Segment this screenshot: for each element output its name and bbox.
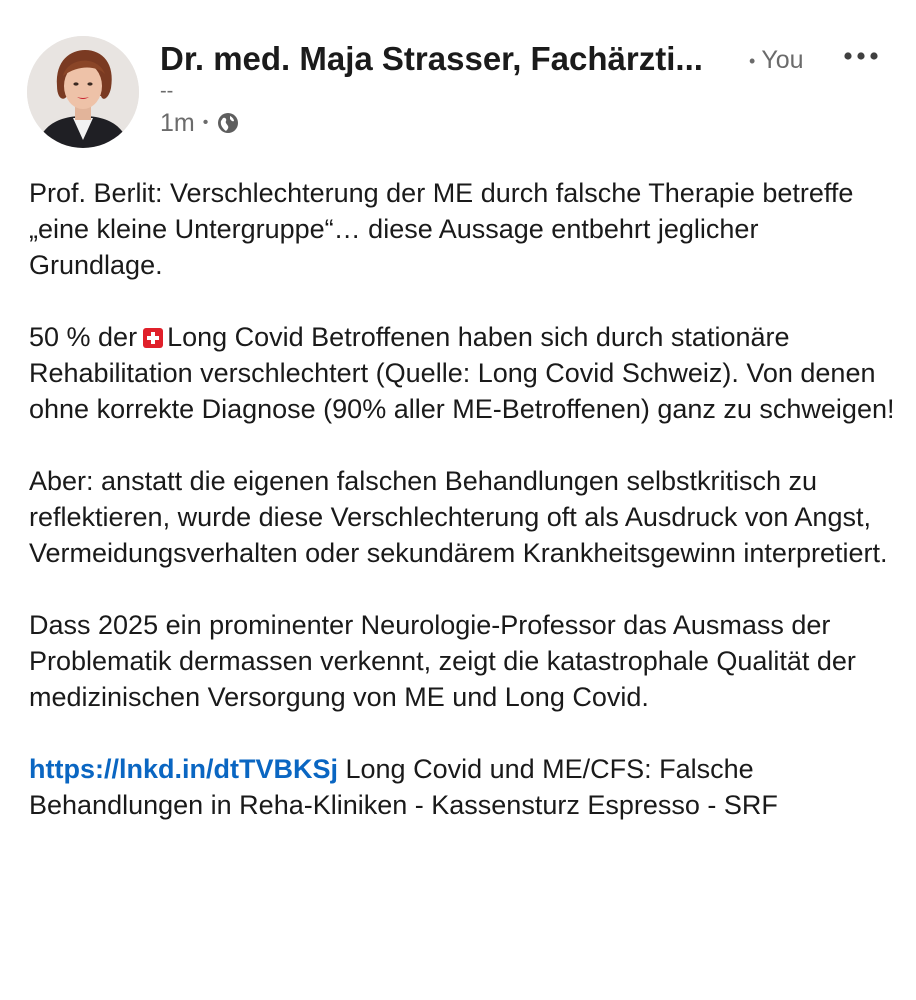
- connection-degree: [749, 45, 804, 76]
- more-horizontal-icon[interactable]: [842, 44, 882, 68]
- author-headline: --: [160, 80, 174, 102]
- link-description: Long Covid und ME/CFS: Falsche Behandlungen in Reha-Kliniken - Kassensturz Espresso - SRF: [29, 754, 778, 820]
- post-body: [29, 175, 899, 823]
- post-time: 1m: [160, 109, 195, 137]
- swiss-flag-icon: [143, 321, 163, 341]
- post-paragraph: [29, 751, 899, 823]
- connection-label: You: [761, 46, 804, 74]
- author-name[interactable]: Dr. med. Maja Strasser, Fachärzti...: [160, 40, 703, 77]
- post-paragraph: Prof. Berlit: Verschlechterung der ME durch falsche Therapie betreffe „eine kleine Untergruppe“… diese Aussage entbehrt jeglicher Grundlage.: [29, 178, 854, 280]
- post-paragraph: Aber: anstatt die eigenen falschen Behandlungen selbstkritisch zu reflektieren, wurde diese Verschlechterung oft als Ausdruck von Angst, Vermeidungsverhalten oder sekundärem Krankheitsgewinn interpretiert.: [29, 466, 888, 568]
- paragraph-text: Long Covid Betroffenen haben sich durch stationäre Rehabilitation verschlechtert (Quelle: Long Covid Schweiz). Von denen ohne korrekte Diagnose (90% aller ME-Betroffenen) ganz zu schweigen!: [29, 322, 895, 424]
- avatar-image: [27, 36, 139, 148]
- separator-dot: •: [749, 51, 756, 72]
- globe-icon: [216, 111, 240, 135]
- avatar[interactable]: [27, 36, 139, 148]
- paragraph-text: 50 % der: [29, 322, 138, 352]
- article-link[interactable]: https://lnkd.in/dtTVBKSj: [29, 754, 338, 784]
- post-paragraph: Dass 2025 ein prominenter Neurologie-Professor das Ausmass der Problematik dermassen verkennt, zeigt die katastrophale Qualität der medizinischen Versorgung von ME und Long Covid.: [29, 610, 856, 712]
- separator-dot: •: [202, 114, 209, 131]
- post-meta: [160, 107, 240, 139]
- post-paragraph: [29, 319, 899, 427]
